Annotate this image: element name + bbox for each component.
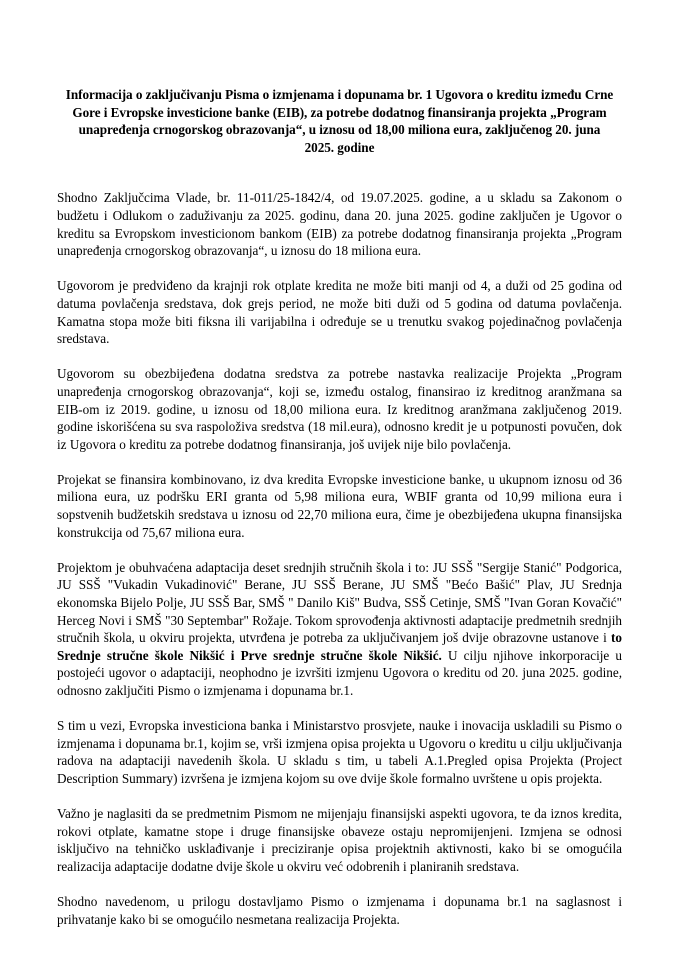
paragraph-3: Ugovorom su obezbijeđena dodatna sredstva za potrebe nastavka realizacije Projekta „Program unapređenja crnogorskog obrazovanja“, koji se, između ostalog, finansirao iz kreditnog aranžmana sa EIB-om iz 2019. godine, u iznosu od 18,00 miliona eura. Iz kreditnog aranžmana zaključenog 2019. godine iskorišćena su sva raspoloživa sredstva (18 mil.eura), odnosno kredit je u potpunosti povučen, dok iz Ugovora o kreditu za potrebe dodatnog finansiranja, još uvijek nije bilo povlačenja. (57, 366, 622, 452)
paragraph-2: Ugovorom je predviđeno da krajnji rok otplate kredita ne može biti manji od 4, a duži od 25 godina od datuma povlačenja sredstava, dok grejs period, ne može biti duži od 5 godina od datuma povlačenja. Kamatna stopa može biti fiksna ili varijabilna i određuje se u trenutku svakog pojedinačnog povlačenja sredstava. (57, 278, 622, 347)
paragraph-5-text-before-bold: Projektom je obuhvaćena adaptacija deset srednjih stručnih škola i to: JU SSŠ "Sergije Stanić" Podgorica, JU SSŠ "Vukadin Vukadinović" Berane, JU SSŠ Berane, JU SMŠ "Bećo Bašić" Plav, JU Srednja ekonomska Bijelo Polje, JU SSŠ Bar, SMŠ " Danilo Kiš" Budva, SSŠ Cetinje, SMŠ "Ivan Goran Kovačić" Herceg Novi i SMŠ "30 Septembar" Rožaje. Tokom sprovođenja aktivnosti adaptacije predmetnih srednjih stručnih škola, u okviru projekta, utvrđena je potreba za uključivanjem još dvije obrazovne ustanove i (57, 559, 622, 646)
paragraph-7: Važno je naglasiti da se predmetnim Pismom ne mijenjaju finansijski aspekti ugovora, te da iznos kredita, rokovi otplate, kamatne stope i druge finansijske obaveze ostaju nepromijenjeni. Izmjena se odnosi isključivo na tehničko usklađivanje i preciziranje opisa projektnih aktivnosti, kako bi se omogućila realizacija adaptacije dodatne dvije škole u okviru već odobrenih i planiranih sredstava. (57, 806, 622, 874)
paragraph-6: S tim u vezi, Evropska investiciona banka i Ministarstvo prosvjete, nauke i inovacija uskladili su Pismo o izmjenama i dopunama br.1, kojim se, vrši izmjena opisa projekta u Ugovoru o kreditu u cilju uključivanja radova na adaptaciji navedenih škola. U skladu s tim, u tabeli A.1.Pregled opisa Projekta (Project Description Summary) izvršena je izmjena kojom su ove dvije škole formalno uvrštene u opis projekta. (57, 718, 622, 786)
paragraph-1: Shodno Zaključcima Vlade, br. 11-011/25-1842/4, od 19.07.2025. godine, a u skladu sa Zakonom o budžetu i Odlukom o zaduživanju za 2025. godinu, dana 20. juna 2025. godine zaključen je Ugovor o kreditu sa Evropskom investicionom bankom (EIB) za potrebe dodatnog finansiranja projekta „Program unapređenja crnogorskog obrazovanja“, u iznosu do 18 miliona eura. (57, 190, 622, 259)
paragraph-gap (57, 788, 622, 806)
paragraph-8: Shodno navedenom, u prilogu dostavljamo Pismo o izmjenama i dopunama br.1 na saglasnost i prihvatanje kako bi se omogućilo nesmetana realizacija Projekta. (57, 894, 622, 927)
paragraph-gap (57, 260, 622, 278)
document-title: Informacija o zaključivanju Pisma o izmjenama i dopunama br. 1 Ugovora o kreditu između Crne Gore i Evropske investicione banke (EIB), za potrebe dodatnog finansiranja projekta „Program unapređenja crnogorskog obrazovanja“, u iznosu od 18,00 miliona eura, zaključenog 20. juna 2025. godine (65, 87, 614, 155)
paragraph-gap (57, 876, 622, 894)
paragraph-gap (57, 541, 622, 559)
title-body-spacer (57, 156, 622, 189)
paragraph-5 (57, 559, 622, 700)
paragraph-gap (57, 700, 622, 718)
paragraph-4: Projekat se finansira kombinovano, iz dva kredita Evropske investicione banke, u ukupnom iznosu od 36 miliona eura, uz podršku ERI granta od 5,98 miliona eura, WBIF granta od 10,99 miliona eura i sopstvenih budžetskih sredstava u iznosu od 22,70 miliona eura, čime je obezbijeđena ukupna finansijska konstrukcija od 75,67 miliona eura. (57, 471, 622, 540)
paragraph-gap (57, 348, 622, 366)
paragraph-5-text-after-bold: U cilju njihove inkorporacije u postojeći ugovor o adaptaciji, neophodno je izvršiti izmjenu Ugovora o kreditu od 20. juna 2025. godine, odnosno zaključiti Pismo o izmjenama i dopunama br.1. (57, 647, 623, 698)
paragraph-gap (57, 453, 622, 471)
paragraph-5-bold-schools: to Srednje stručne škole Nikšić i Prve srednje stručne škole Nikšić. (57, 630, 622, 663)
